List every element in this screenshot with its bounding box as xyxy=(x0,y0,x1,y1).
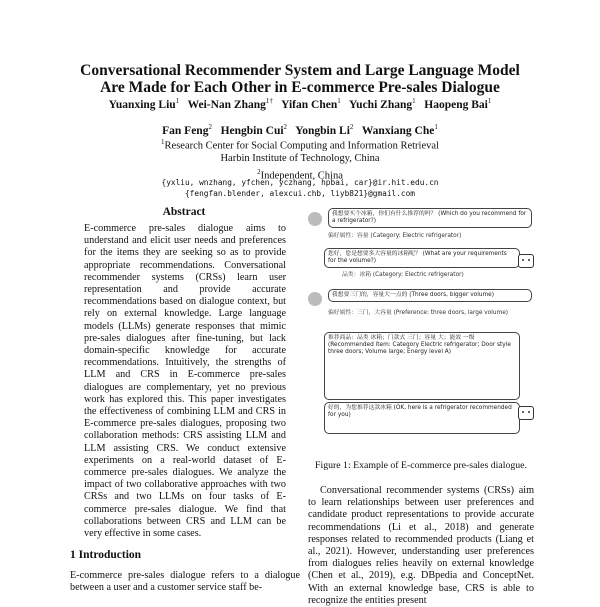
dialogue-figure xyxy=(306,206,536,456)
email-line-1: {yxliu, wnzhang, yfchen, yczhang, hpbai, car}@ir.hit.edu.cn xyxy=(161,178,439,187)
annotation-text: 偏好属性：容量 (Category: Electric refrigerator) xyxy=(328,233,462,239)
recommendation-box: 推荐商品：品类 冰箱；门款式 三门；容量 大；能效 一级 (Recommended item: Category Electric refrigerator; Door style three doors; Volume large; Energy level A) xyxy=(324,332,520,400)
affiliations: $^1$Research Center for Social Computing and Information Retrieval Harbin Institute of Technology, China $^2$Independent, China xyxy=(0,136,600,183)
system-bubble: 您好，您是想要多大容量的冰箱呢？ (What are your requirements for the volume?) xyxy=(324,248,520,268)
abstract-heading: Abstract xyxy=(162,206,206,218)
affiliation-1b: Harbin Institute of Technology, China xyxy=(220,153,380,164)
system-bubble: 好的，为您推荐这款冰箱 (OK, here is a refrigerator recommended for you) xyxy=(324,402,520,434)
annotation-text: 偏好属性：三门，大容量 (Preference: three doors, large volume) xyxy=(328,310,509,316)
authors-line-2 xyxy=(0,123,600,137)
author: Fan Feng$^2$ xyxy=(162,123,212,137)
emails xyxy=(0,177,600,199)
user-avatar xyxy=(308,212,322,226)
robot-icon xyxy=(518,406,534,420)
abstract-text: E-commerce pre-sales dialogue aims to understand and elicit user needs and preferences for the items they are seeking so as to provide appropriate recommendations. Conversational recommender systems (CRSs) learn user representation and provide accurate recommendations based on dialogue context, but rely on external knowledge. Large language models (LLMs) generate responses that mimic pre-sales dialogues after fine-tuning, but lack domain-specific knowledge for accurate recommendations. Intuitively, the strengths of LLM and CRS in E-commerce pre-sales dialogues are complementary, yet no previous work has explored this. This paper investigates the effectiveness of combining LLM and CRS in E-commerce pre-sales dialogues, proposing two collaboration methods: CRS assisting LLM and LLM assisting CRS. We conduct extensive experiments on a real-world dataset of E-commerce pre-sales dialogues. We analyze the impact of two collaborative approaches with two CRSs and two LLMs on four tasks of E-commerce pre-sales dialogue. We find that collaborations between CRS and LLM can be very effective in some cases. xyxy=(84,223,286,540)
user-avatar xyxy=(308,292,322,306)
affiliation-2: Independent, China xyxy=(260,170,343,181)
user-bubble: 我想要买个冰箱，你们有什么推荐的吗？ (Which do you recommend for a refrigerator?) xyxy=(328,208,532,228)
author: Hengbin Cui$^2$ xyxy=(220,123,288,137)
author: Yuanxing Liu$^1$ xyxy=(108,97,180,111)
title-line-2: Are Made for Each Other in E-commerce Pre-sales Dialogue xyxy=(100,79,500,96)
paper-title xyxy=(0,62,600,96)
annotation-text: 品类：冰箱 (Category: Electric refrigerator) xyxy=(342,272,464,278)
author: Wei-Nan Zhang$^{1\dagger}$ xyxy=(187,97,273,111)
user-bubble: 我想要三门的，容量大一点的 (Three doors, bigger volume) xyxy=(328,289,532,302)
email-line-2: {fengfan.blender, alexcui.chb, liyb821}@gmail.com xyxy=(184,189,415,198)
body-text-right: Conversational recommender systems (CRSs) aim to learn relationships between user preferences and candidate product representations to provide accurate recommendations (Li et al., 2018) and generate responses related to recommended products (Liang et al., 2021). However, understanding user preferences from dialogues relies heavily on external knowledge (Chen et al., 2019), e.g. DBpedia and ConceptNet. With an external knowledge base, CRS is able to recognize the entities present xyxy=(308,485,534,606)
author: Yuchi Zhang$^1$ xyxy=(348,97,416,111)
authors-line-1 xyxy=(0,97,600,111)
author: Yifan Chen$^1$ xyxy=(281,97,341,111)
robot-icon xyxy=(518,254,534,268)
author: Yongbin Li$^2$ xyxy=(295,123,354,137)
author: Haopeng Bai$^1$ xyxy=(424,97,492,111)
affiliation-1: Research Center for Social Computing and Information Retrieval xyxy=(164,140,439,152)
intro-text: E-commerce pre-sales dialogue refers to a dialogue between a user and a customer service staff be- xyxy=(70,570,300,594)
title-line-1: Conversational Recommender System and Large Language Model xyxy=(80,62,520,79)
author: Wanxiang Che$^1$ xyxy=(361,123,438,137)
figure-caption: Figure 1: Example of E-commerce pre-sales dialogue. xyxy=(315,460,527,471)
intro-heading: 1 Introduction xyxy=(70,549,142,561)
